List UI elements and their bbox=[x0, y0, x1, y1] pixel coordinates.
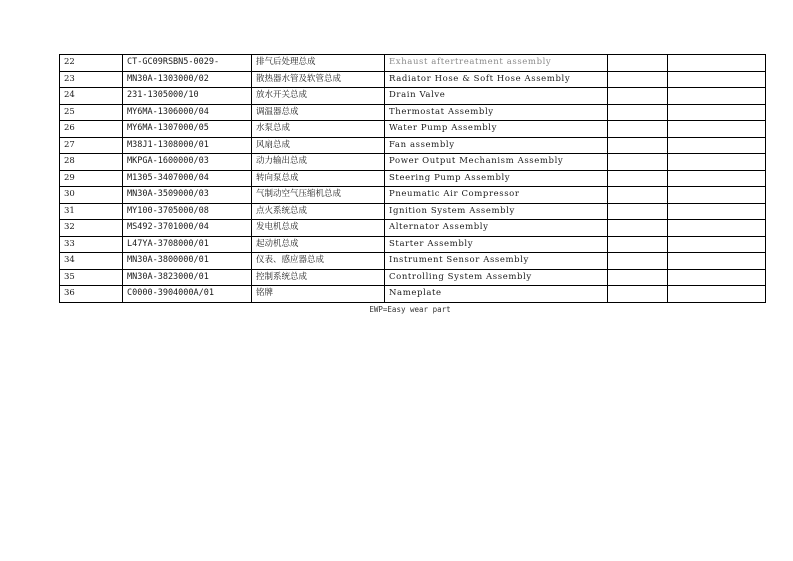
table-row bbox=[60, 154, 766, 171]
remarks-cell bbox=[668, 170, 766, 187]
table-row bbox=[60, 187, 766, 204]
remarks-cell bbox=[668, 104, 766, 121]
part-number: MN30A-3800000/01 bbox=[123, 253, 252, 270]
english-name: Power Output Mechanism Assembly bbox=[385, 154, 608, 171]
table-row bbox=[60, 220, 766, 237]
chinese-name: 水泵总成 bbox=[252, 121, 385, 138]
quantity-cell bbox=[608, 121, 668, 138]
quantity-cell bbox=[608, 269, 668, 286]
part-number: C0000-3904000A/01 bbox=[123, 286, 252, 303]
part-number: MN30A-3509000/03 bbox=[123, 187, 252, 204]
table-row bbox=[60, 170, 766, 187]
english-name: Nameplate bbox=[385, 286, 608, 303]
table-row bbox=[60, 121, 766, 138]
part-number: M1305-3407000/04 bbox=[123, 170, 252, 187]
row-number: 35 bbox=[60, 269, 123, 286]
table-row bbox=[60, 236, 766, 253]
part-number: 231-1305000/10 bbox=[123, 88, 252, 105]
english-name: Drain Valve bbox=[385, 88, 608, 105]
chinese-name: 仪表、感应器总成 bbox=[252, 253, 385, 270]
quantity-cell bbox=[608, 203, 668, 220]
part-number: CT-GC09RSBN5-0029- bbox=[123, 55, 252, 72]
chinese-name: 铭牌 bbox=[252, 286, 385, 303]
english-name: Instrument Sensor Assembly bbox=[385, 253, 608, 270]
remarks-cell bbox=[668, 286, 766, 303]
chinese-name: 气制动空气压缩机总成 bbox=[252, 187, 385, 204]
english-name: Starter Assembly bbox=[385, 236, 608, 253]
row-number: 32 bbox=[60, 220, 123, 237]
quantity-cell bbox=[608, 253, 668, 270]
chinese-name: 控制系统总成 bbox=[252, 269, 385, 286]
quantity-cell bbox=[608, 88, 668, 105]
part-number: MY6MA-1307000/05 bbox=[123, 121, 252, 138]
remarks-cell bbox=[668, 253, 766, 270]
quantity-cell bbox=[608, 71, 668, 88]
table-row bbox=[60, 55, 766, 72]
quantity-cell bbox=[608, 55, 668, 72]
row-number: 25 bbox=[60, 104, 123, 121]
part-number: M38J1-1308000/01 bbox=[123, 137, 252, 154]
row-number: 26 bbox=[60, 121, 123, 138]
part-number: MY100-3705000/08 bbox=[123, 203, 252, 220]
row-number: 29 bbox=[60, 170, 123, 187]
table-row bbox=[60, 104, 766, 121]
chinese-name: 点火系统总成 bbox=[252, 203, 385, 220]
row-number: 24 bbox=[60, 88, 123, 105]
remarks-cell bbox=[668, 203, 766, 220]
table-row bbox=[60, 269, 766, 286]
english-name: Alternator Assembly bbox=[385, 220, 608, 237]
remarks-cell bbox=[668, 137, 766, 154]
table-row bbox=[60, 203, 766, 220]
part-number: MN30A-3823000/01 bbox=[123, 269, 252, 286]
table-row bbox=[60, 137, 766, 154]
table-row bbox=[60, 88, 766, 105]
chinese-name: 散热器水管及软管总成 bbox=[252, 71, 385, 88]
table-row bbox=[60, 286, 766, 303]
chinese-name: 调温器总成 bbox=[252, 104, 385, 121]
part-number: MS492-3701000/04 bbox=[123, 220, 252, 237]
remarks-cell bbox=[668, 236, 766, 253]
row-number: 36 bbox=[60, 286, 123, 303]
chinese-name: 起动机总成 bbox=[252, 236, 385, 253]
quantity-cell bbox=[608, 187, 668, 204]
parts-table-body bbox=[60, 55, 766, 303]
quantity-cell bbox=[608, 236, 668, 253]
remarks-cell bbox=[668, 55, 766, 72]
remarks-cell bbox=[668, 121, 766, 138]
row-number: 23 bbox=[60, 71, 123, 88]
quantity-cell bbox=[608, 104, 668, 121]
quantity-cell bbox=[608, 286, 668, 303]
table-row bbox=[60, 71, 766, 88]
remarks-cell bbox=[668, 71, 766, 88]
parts-table bbox=[59, 54, 766, 303]
english-name: Pneumatic Air Compressor bbox=[385, 187, 608, 204]
row-number: 22 bbox=[60, 55, 123, 72]
remarks-cell bbox=[668, 88, 766, 105]
quantity-cell bbox=[608, 154, 668, 171]
part-number: L47YA-3708000/01 bbox=[123, 236, 252, 253]
row-number: 34 bbox=[60, 253, 123, 270]
english-name: Water Pump Assembly bbox=[385, 121, 608, 138]
quantity-cell bbox=[608, 170, 668, 187]
chinese-name: 转向泵总成 bbox=[252, 170, 385, 187]
english-name: Controlling System Assembly bbox=[385, 269, 608, 286]
part-number: MKPGA-1600000/03 bbox=[123, 154, 252, 171]
row-number: 27 bbox=[60, 137, 123, 154]
quantity-cell bbox=[608, 220, 668, 237]
footnote: EWP=Easy wear part bbox=[369, 305, 451, 314]
quantity-cell bbox=[608, 137, 668, 154]
remarks-cell bbox=[668, 154, 766, 171]
row-number: 28 bbox=[60, 154, 123, 171]
chinese-name: 排气后处理总成 bbox=[252, 55, 385, 72]
chinese-name: 动力输出总成 bbox=[252, 154, 385, 171]
remarks-cell bbox=[668, 269, 766, 286]
row-number: 30 bbox=[60, 187, 123, 204]
english-name: Thermostat Assembly bbox=[385, 104, 608, 121]
table-row bbox=[60, 253, 766, 270]
remarks-cell bbox=[668, 187, 766, 204]
english-name: Fan assembly bbox=[385, 137, 608, 154]
english-name: Radiator Hose & Soft Hose Assembly bbox=[385, 71, 608, 88]
remarks-cell bbox=[668, 220, 766, 237]
part-number: MY6MA-1306000/04 bbox=[123, 104, 252, 121]
chinese-name: 发电机总成 bbox=[252, 220, 385, 237]
row-number: 31 bbox=[60, 203, 123, 220]
english-name: Steering Pump Assembly bbox=[385, 170, 608, 187]
part-number: MN30A-1303000/02 bbox=[123, 71, 252, 88]
chinese-name: 放水开关总成 bbox=[252, 88, 385, 105]
chinese-name: 风扇总成 bbox=[252, 137, 385, 154]
english-name: Exhaust aftertreatment assembly bbox=[385, 55, 608, 72]
english-name: Ignition System Assembly bbox=[385, 203, 608, 220]
row-number: 33 bbox=[60, 236, 123, 253]
